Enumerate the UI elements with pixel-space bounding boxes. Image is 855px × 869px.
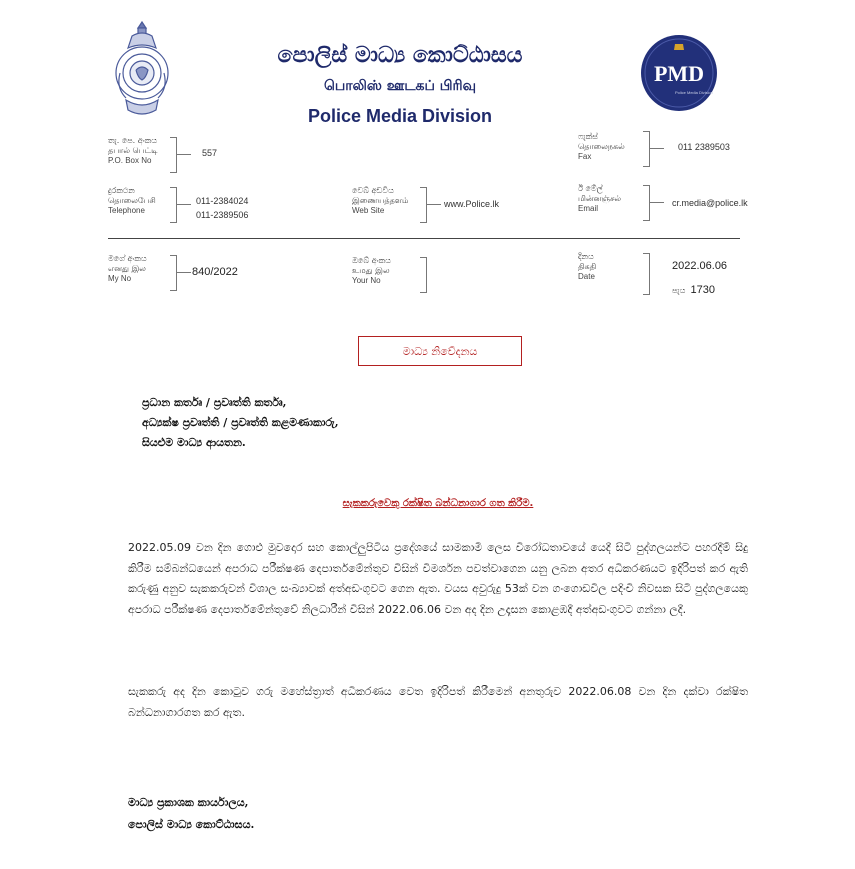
po-box-brace: [170, 137, 177, 173]
po-box-label: තැ. පෙ. අංකය தபால் பெட்டி P.O. Box No: [108, 136, 158, 165]
fax-label: ෆැක්ස් தொலைநகல் Fax: [578, 132, 625, 161]
signature-line-2: පොලිස් මාධ්‍ය කොට්ඨාසය.: [128, 818, 255, 831]
header-divider: [108, 238, 740, 239]
release-subject: සැකකරුවෙකු රක්ෂිත බන්ධනාගාර ගත කිරීම.: [342, 498, 534, 509]
time-label: පැය: [672, 286, 686, 295]
website-link[interactable]: www.Police.lk: [444, 199, 500, 209]
email-label: ඊ මේල් மின்னஞ்சல் Email: [578, 184, 622, 213]
pmd-logo: [640, 34, 718, 112]
department-title-english: Police Media Division: [307, 106, 493, 126]
department-title-sinhala: පොලිස් මාධ්‍ය කොට්ඨාසය: [277, 42, 523, 68]
addressee-line-1: ප්‍රධාන කර්තෘ / ප්‍රවෘත්ති කර්තෘ,: [142, 396, 287, 409]
police-emblem-icon: [112, 18, 172, 123]
body-paragraph-1: 2022.05.09 වන දින ගොළු මුවදොර සහ කොල්ලුපිටිය ප්‍රදේශයේ සාමකාමී ලෙස විරෝධතාවයේ යෙදී සිටි පුද්ගලයන්ට පහරදීම් සිදු කිරීම සම්බන්ධයෙන් අපරාධ පරීක්ෂණ දෙපාර්තමේන්තුව විසින් විමර්ශන පවත්වාගෙන යනු ලබන අතර අධිකරණයට ඉදිරිපත් කර ඇති කරුණු අනුව සැකකරුවන් විශාල සංඛ්‍යාවක් අත්අඩංගුවට ගෙන ඇත. වයස අවුරුදු 53ක් වන ගංගොඩවිල පදිංචි නිවසක සිටි පුද්ගලයෙකු අපරාධ පරීක්ෂණ දෙපාර්තමේන්තුවේ නිලධාරීන් විසින් 2022.06.06 වන අද දින උදෑසන කොළඹදී අත්අඩංගුවට ගන්නා ලදී.: [128, 541, 748, 616]
media-release-title: මාධ්‍ය නිවේදනය: [358, 336, 522, 366]
telephone-value-1: 011-2384024: [196, 196, 249, 206]
po-box-value: 557: [202, 148, 218, 158]
date-value: 2022.06.06: [672, 260, 728, 272]
signature-line-1: මාධ්‍ය ප්‍රකාශක කාර්යාලය,: [128, 796, 249, 809]
website-label: වෙබ් අඩවිය இணையத்தளம் Web Site: [352, 186, 409, 215]
addressee-line-3: සියළුම මාධ්‍ය ආයතන.: [142, 436, 246, 449]
email-link[interactable]: cr.media@police.lk: [672, 198, 748, 208]
my-no-label: මගේ අංකය எனது இல My No: [108, 254, 147, 283]
fax-value: 011 2389503: [678, 142, 730, 152]
addressee-line-2: අධ්‍යක්ෂ ප්‍රවෘත්ති / ප්‍රවෘත්ති කළමණාකාරු,: [142, 416, 339, 429]
body-paragraph-2: සැකකරු අද දින කොටුව ගරු මහේස්ත්‍රාත් අධිකරණය වෙත ඉදිරිපත් කිරීමෙන් අනතුරුව 2022.06.08 වන දින දක්වා රක්ෂිත බන්ධනාගාරගත කර ඇත.: [128, 685, 748, 719]
time-value: 1730: [690, 284, 715, 296]
department-title-tamil: பொலிஸ் ஊடகப் பிரிவு: [323, 78, 477, 94]
pmd-logo-subtext: Police Media Division: [674, 90, 714, 95]
date-label: දිනය திகதி Date: [578, 252, 597, 281]
your-no-label: ඔබේ අංකය உமது இல Your No: [352, 256, 391, 285]
telephone-label: දුරකථන தொலைபேசி Telephone: [108, 186, 156, 215]
telephone-value-2: 011-2389506: [196, 210, 249, 220]
pmd-logo-text: PMD: [653, 61, 705, 86]
my-no-value: 840/2022: [192, 266, 238, 278]
